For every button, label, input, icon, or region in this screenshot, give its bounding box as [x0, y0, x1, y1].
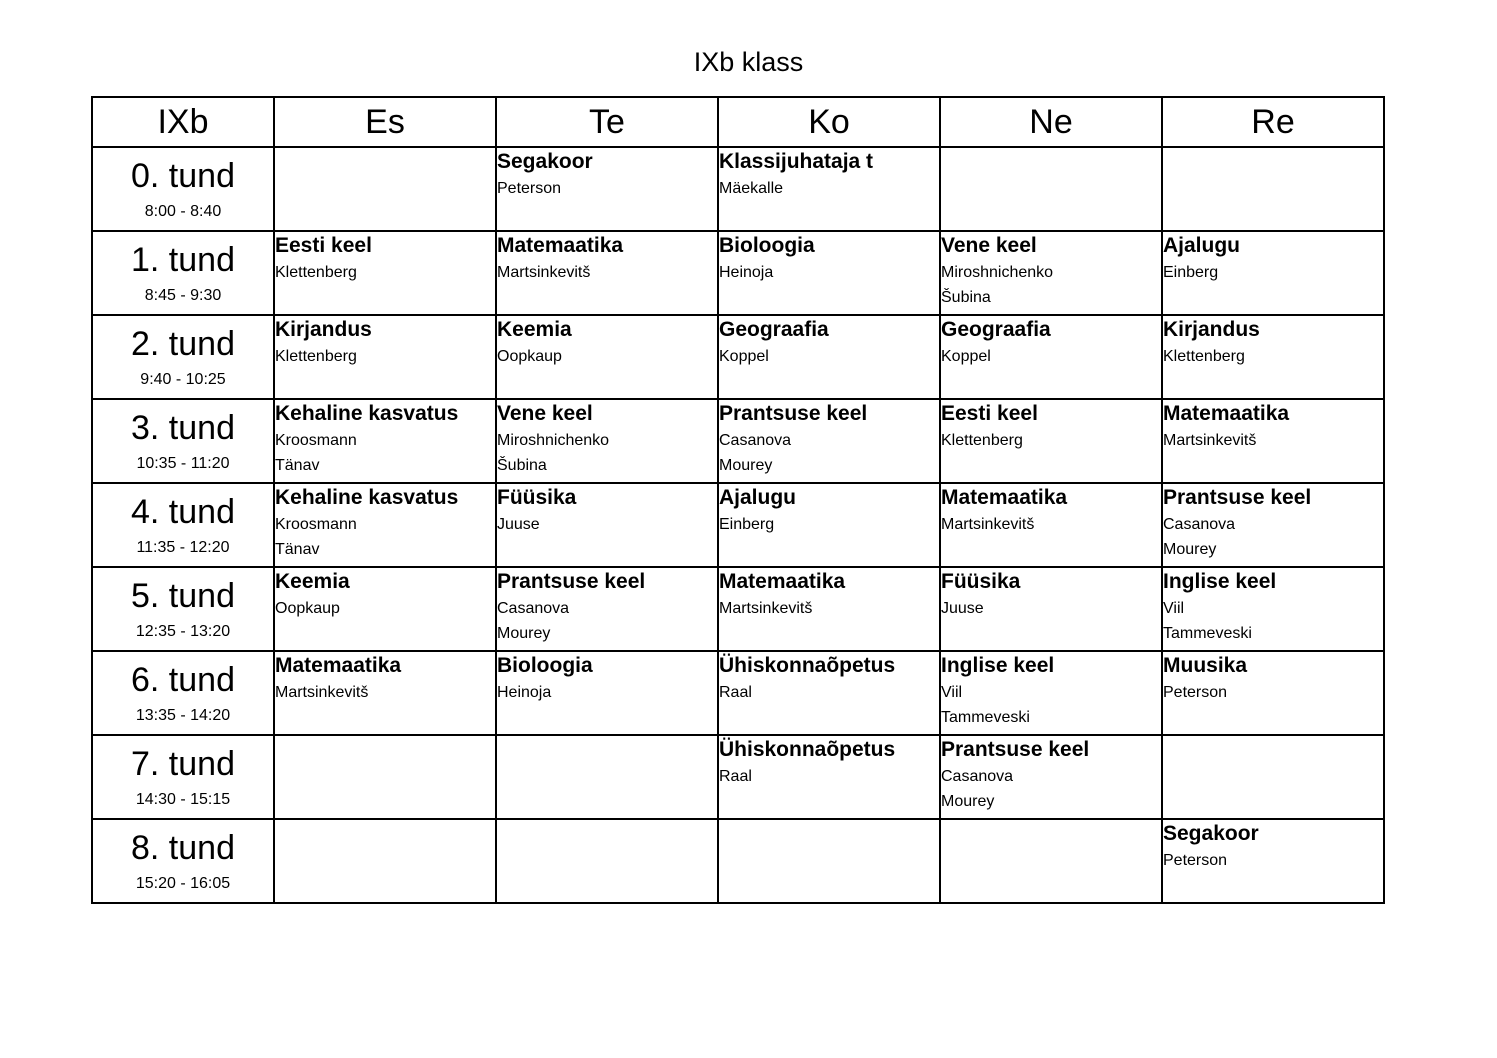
period-cell	[92, 315, 274, 399]
subject-name: Ühiskonnaõpetus	[719, 738, 896, 761]
teacher-name: Juuse	[941, 600, 984, 617]
header-day-re: Re	[1162, 97, 1384, 147]
period-cell	[92, 567, 274, 651]
subject-name: Matemaatika	[719, 570, 846, 593]
period-cell	[92, 483, 274, 567]
period-name: 2. tund	[131, 325, 235, 363]
teacher-name: Tänav	[275, 541, 320, 558]
header-day-ko: Ko	[718, 97, 940, 147]
teacher-name: Kroosmann	[275, 516, 357, 533]
period-name: 8. tund	[131, 829, 235, 867]
period-time: 9:40 - 10:25	[140, 371, 226, 388]
teacher-name: Heinoja	[497, 684, 552, 701]
period-time: 14:30 - 15:15	[135, 791, 231, 808]
lesson-cell	[718, 147, 940, 231]
table-row	[92, 231, 1384, 315]
teacher-name: Koppel	[941, 348, 991, 365]
lesson-cell	[718, 651, 940, 735]
lesson-cell	[274, 315, 496, 399]
teacher-name: Casanova	[1163, 516, 1236, 533]
lesson-cell	[1162, 315, 1384, 399]
teacher-name: Einberg	[719, 516, 775, 533]
teacher-name: Viil	[1163, 600, 1185, 617]
teacher-name: Klettenberg	[941, 432, 1023, 449]
period-cell	[92, 147, 274, 231]
period-name: 7. tund	[131, 745, 235, 783]
period-cell	[92, 735, 274, 819]
lesson-cell	[940, 567, 1162, 651]
subject-name: Segakoor	[1163, 822, 1259, 845]
header-day-ne: Ne	[940, 97, 1162, 147]
teacher-name: Kroosmann	[275, 432, 357, 449]
table-row	[92, 147, 1384, 231]
subject-name: Matemaatika	[497, 234, 624, 257]
teacher-name: Klettenberg	[275, 264, 357, 281]
lesson-cell	[1162, 651, 1384, 735]
teacher-name: Peterson	[1163, 852, 1228, 869]
header-day-te: Te	[496, 97, 718, 147]
lesson-cell	[274, 819, 496, 903]
teacher-name: Koppel	[719, 348, 769, 365]
subject-name: Geograafia	[719, 318, 829, 341]
teacher-name: Tänav	[275, 457, 320, 474]
lesson-cell	[274, 651, 496, 735]
subject-name: Kehaline kasvatus	[275, 486, 459, 509]
period-name: 0. tund	[131, 157, 235, 195]
period-time: 11:35 - 12:20	[136, 539, 230, 556]
subject-name: Ühiskonnaõpetus	[719, 654, 896, 677]
subject-name: Prantsuse keel	[1163, 486, 1312, 509]
period-time: 10:35 - 11:20	[136, 455, 230, 472]
lesson-cell	[496, 231, 718, 315]
subject-name: Muusika	[1163, 654, 1248, 677]
table-row	[92, 315, 1384, 399]
teacher-name: Heinoja	[719, 264, 774, 281]
subject-name: Kirjandus	[275, 318, 372, 341]
teacher-name: Raal	[719, 684, 752, 701]
teacher-name: Casanova	[941, 768, 1014, 785]
subject-name: Füüsika	[497, 486, 577, 509]
lesson-cell	[940, 483, 1162, 567]
subject-name: Keemia	[275, 570, 350, 593]
lesson-cell	[940, 399, 1162, 483]
teacher-name: Klettenberg	[1163, 348, 1245, 365]
header-day-es: Es	[274, 97, 496, 147]
subject-name: Bioloogia	[497, 654, 593, 677]
teacher-name: Šubina	[941, 289, 991, 306]
teacher-name: Klettenberg	[275, 348, 357, 365]
lesson-cell	[940, 735, 1162, 819]
lesson-cell	[1162, 231, 1384, 315]
lesson-cell	[1162, 819, 1384, 903]
timetable	[91, 96, 1385, 904]
teacher-name: Martsinkevitš	[275, 684, 369, 701]
subject-name: Eesti keel	[275, 234, 372, 257]
teacher-name: Mourey	[497, 625, 551, 642]
subject-name: Prantsuse keel	[497, 570, 646, 593]
teacher-name: Mourey	[719, 457, 773, 474]
teacher-name: Martsinkevitš	[1163, 432, 1257, 449]
teacher-name: Einberg	[1163, 264, 1219, 281]
teacher-name: Raal	[719, 768, 752, 785]
lesson-cell	[274, 231, 496, 315]
period-time: 8:00 - 8:40	[144, 203, 222, 220]
teacher-name: Martsinkevitš	[497, 264, 591, 281]
period-cell	[92, 231, 274, 315]
lesson-cell	[274, 567, 496, 651]
table-row	[92, 735, 1384, 819]
lesson-cell	[496, 483, 718, 567]
table-row	[92, 483, 1384, 567]
period-name: 1. tund	[131, 241, 235, 279]
period-cell	[92, 819, 274, 903]
lesson-cell	[496, 735, 718, 819]
lesson-cell	[940, 651, 1162, 735]
subject-name: Inglise keel	[1163, 570, 1277, 593]
subject-name: Klassijuhataja t	[719, 150, 874, 173]
teacher-name: Peterson	[497, 180, 562, 197]
lesson-cell	[718, 315, 940, 399]
teacher-name: Tammeveski	[1163, 625, 1252, 642]
period-name: 4. tund	[131, 493, 235, 531]
period-time: 13:35 - 14:20	[135, 707, 231, 724]
subject-name: Vene keel	[941, 234, 1037, 257]
lesson-cell	[496, 651, 718, 735]
lesson-cell	[1162, 483, 1384, 567]
teacher-name: Casanova	[497, 600, 570, 617]
table-row	[92, 567, 1384, 651]
period-time: 15:20 - 16:05	[135, 875, 231, 892]
lesson-cell	[718, 567, 940, 651]
lesson-cell	[718, 735, 940, 819]
lesson-cell	[1162, 399, 1384, 483]
period-name: 3. tund	[131, 409, 235, 447]
lesson-cell	[274, 483, 496, 567]
teacher-name: Mourey	[941, 793, 995, 810]
subject-name: Prantsuse keel	[941, 738, 1090, 761]
lesson-cell	[1162, 147, 1384, 231]
lesson-cell	[496, 147, 718, 231]
teacher-name: Mourey	[1163, 541, 1217, 558]
subject-name: Matemaatika	[275, 654, 402, 677]
lesson-cell	[718, 819, 940, 903]
lesson-cell	[718, 399, 940, 483]
lesson-cell	[274, 735, 496, 819]
header-row	[92, 97, 1384, 147]
teacher-name: Miroshnichenko	[941, 264, 1054, 281]
lesson-cell	[940, 231, 1162, 315]
period-name: 6. tund	[131, 661, 235, 699]
lesson-cell	[496, 399, 718, 483]
teacher-name: Peterson	[1163, 684, 1228, 701]
period-cell	[92, 651, 274, 735]
lesson-cell	[274, 147, 496, 231]
lesson-cell	[940, 147, 1162, 231]
subject-name: Vene keel	[497, 402, 593, 425]
subject-name: Bioloogia	[719, 234, 815, 257]
subject-name: Ajalugu	[1163, 234, 1240, 257]
period-time: 8:45 - 9:30	[144, 287, 222, 304]
teacher-name: Oopkaup	[497, 348, 562, 365]
subject-name: Matemaatika	[941, 486, 1068, 509]
table-row	[92, 819, 1384, 903]
lesson-cell	[940, 819, 1162, 903]
subject-name: Kirjandus	[1163, 318, 1260, 341]
teacher-name: Mäekalle	[719, 180, 784, 197]
teacher-name: Miroshnichenko	[497, 432, 610, 449]
subject-name: Kehaline kasvatus	[275, 402, 459, 425]
table-row	[92, 399, 1384, 483]
teacher-name: Casanova	[719, 432, 792, 449]
lesson-cell	[496, 315, 718, 399]
table-row	[92, 651, 1384, 735]
subject-name: Prantsuse keel	[719, 402, 868, 425]
subject-name: Eesti keel	[941, 402, 1038, 425]
period-name: 5. tund	[131, 577, 235, 615]
page-title: IXb klass	[693, 47, 804, 77]
lesson-cell	[718, 231, 940, 315]
teacher-name: Martsinkevitš	[941, 516, 1035, 533]
teacher-name: Juuse	[497, 516, 540, 533]
subject-name: Ajalugu	[719, 486, 796, 509]
lesson-cell	[718, 483, 940, 567]
period-time: 12:35 - 13:20	[135, 623, 231, 640]
lesson-cell	[496, 819, 718, 903]
subject-name: Inglise keel	[941, 654, 1055, 677]
subject-name: Füüsika	[941, 570, 1021, 593]
subject-name: Matemaatika	[1163, 402, 1290, 425]
teacher-name: Šubina	[497, 457, 547, 474]
subject-name: Segakoor	[497, 150, 593, 173]
header-corner: IXb	[92, 97, 274, 147]
teacher-name: Oopkaup	[275, 600, 340, 617]
lesson-cell	[496, 567, 718, 651]
teacher-name: Martsinkevitš	[719, 600, 813, 617]
subject-name: Geograafia	[941, 318, 1051, 341]
teacher-name: Viil	[941, 684, 963, 701]
lesson-cell	[1162, 567, 1384, 651]
timetable-body	[92, 147, 1384, 903]
subject-name: Keemia	[497, 318, 572, 341]
lesson-cell	[274, 399, 496, 483]
lesson-cell	[940, 315, 1162, 399]
teacher-name: Tammeveski	[941, 709, 1030, 726]
period-cell	[92, 399, 274, 483]
lesson-cell	[1162, 735, 1384, 819]
